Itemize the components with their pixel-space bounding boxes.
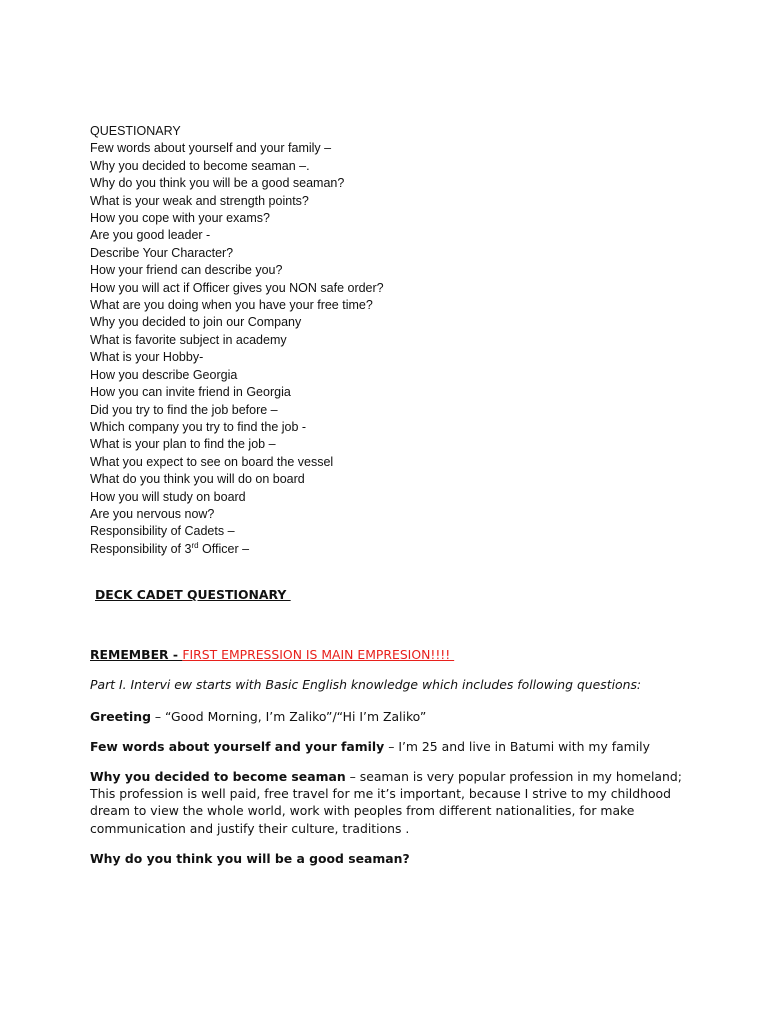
qa-question: Few words about yourself and your family [90, 739, 385, 754]
questionnaire-list [90, 123, 690, 558]
ordinal-superscript: rd [191, 540, 199, 550]
question-item: How you can invite friend in Georgia [90, 385, 291, 400]
question-item: How you will act if Officer gives you NON safe order? [90, 280, 384, 295]
question-item: Why do you think you will be a good seaman? [90, 176, 345, 191]
qa-answer: – “Good Morning, I’m Zaliko”/“Hi I’m Zaliko” [150, 709, 427, 724]
qa-greeting [90, 708, 690, 725]
question-item: How you will study on board [90, 489, 246, 504]
question-item [90, 541, 690, 558]
qa-question: Why do you think you will be a good seaman? [90, 851, 410, 866]
qa-question: Why you decided to become seaman [90, 769, 346, 784]
qa-question: Greeting [90, 709, 151, 724]
question-item: Are you good leader - [90, 228, 211, 243]
question-item: What is your Hobby- [90, 350, 204, 365]
remember-line [90, 647, 690, 662]
question-item: Did you try to find the job before – [90, 402, 278, 417]
question-item: What is favorite subject in academy [90, 332, 287, 347]
question-item: Describe Your Character? [90, 245, 234, 260]
question-item: Why you decided to become seaman –. [90, 158, 310, 173]
questionnaire-title: QUESTIONARY [90, 124, 181, 138]
question-item: How you cope with your exams? [90, 211, 270, 226]
question-item: Few words about yourself and your family – [90, 141, 332, 156]
question-text-prefix: Responsibility of 3 [90, 541, 192, 556]
qa-why-seaman [90, 768, 690, 837]
question-item: Responsibility of Cadets – [90, 524, 235, 539]
question-item: Which company you try to find the job - [90, 419, 307, 434]
question-item: How you describe Georgia [90, 367, 238, 382]
qa-good-seaman [90, 850, 690, 867]
question-item: What are you doing when you have your free time? [90, 298, 373, 313]
question-item: Are you nervous now? [90, 506, 215, 521]
question-items [90, 140, 690, 540]
remember-highlight: FIRST EMPRESSION IS MAIN EMPRESION!!!! [182, 647, 455, 662]
question-item: What is your plan to find the job – [90, 437, 276, 452]
question-item: What you expect to see on board the vessel [90, 454, 334, 469]
qa-answer: – I’m 25 and live in Batumi with my family [384, 739, 650, 754]
question-item: Why you decided to join our Company [90, 315, 302, 330]
qa-family [90, 738, 690, 755]
remember-label: REMEMBER - [90, 647, 183, 662]
section-heading: DECK CADET QUESTIONARY [95, 587, 291, 602]
question-item: How your friend can describe you? [90, 263, 283, 278]
question-item: What do you think you will do on board [90, 472, 305, 487]
part-intro: Part I. Intervi ew starts with Basic English knowledge which includes following questions: [90, 677, 642, 692]
question-item: What is your weak and strength points? [90, 193, 309, 208]
question-text-suffix: Officer – [198, 541, 250, 556]
qa-answer: – seaman is very popular profession in my homeland; This profession is well paid, free travel for me it’s important, because I strive to my childhood dream to view the whole world, work with peoples from different nationalities, for make communication and justify their culture, traditions . [90, 769, 682, 836]
